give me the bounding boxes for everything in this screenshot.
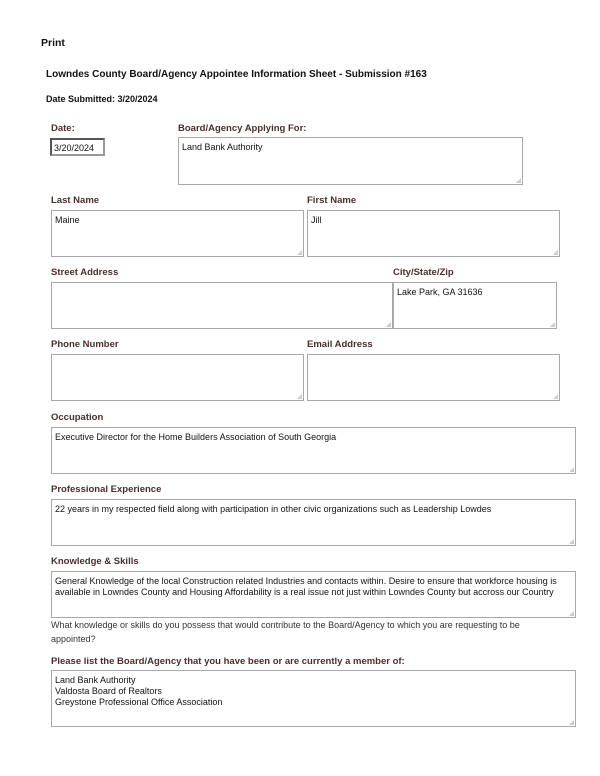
page-title: Lowndes County Board/Agency Appointee Information Sheet - Submission #163: [46, 69, 427, 80]
print-link[interactable]: Print: [41, 37, 65, 49]
email-label: Email Address: [307, 339, 373, 350]
occupation-label: Occupation: [51, 412, 104, 423]
knowledge-help-text: What knowledge or skills do you possess that would contribute to the Board/Agency to which you are requesting to be appointed?: [51, 620, 520, 644]
email-input[interactable]: [307, 354, 560, 401]
phone-label: Phone Number: [51, 339, 119, 350]
memberships-label: Please list the Board/Agency that you have been or are currently a member of:: [51, 656, 405, 667]
knowledge-textarea[interactable]: General Knowledge of the local Construction related Industries and contacts within. Desire to ensure that workforce housing is available in Lowndes County and Housing Affordability is a real issue not just within Lowndes County but accross our Country: [51, 571, 576, 618]
phone-input[interactable]: [51, 354, 304, 401]
first-name-label: First Name: [307, 195, 357, 206]
last-name-label: Last Name: [51, 195, 100, 206]
city-label: City/State/Zip: [393, 267, 454, 278]
last-name-input[interactable]: Maine: [51, 210, 304, 257]
city-input[interactable]: Lake Park, GA 31636: [393, 282, 557, 329]
experience-textarea[interactable]: 22 years in my respected field along with participation in other civic organizations such as Leadership Lowdes: [51, 499, 576, 546]
memberships-textarea[interactable]: Land Bank Authority Valdosta Board of Realtors Greystone Professional Office Association: [51, 670, 576, 727]
date-label: Date:: [51, 123, 75, 134]
board-textarea[interactable]: Land Bank Authority: [178, 137, 523, 185]
occupation-textarea[interactable]: Executive Director for the Home Builders Association of South Georgia: [51, 427, 576, 474]
knowledge-label: Knowledge & Skills: [51, 556, 139, 567]
experience-label: Professional Experience: [51, 484, 162, 495]
first-name-input[interactable]: Jill: [307, 210, 560, 257]
board-label: Board/Agency Applying For:: [178, 123, 307, 134]
date-submitted: Date Submitted: 3/20/2024: [46, 94, 158, 104]
date-input[interactable]: 3/20/2024: [50, 138, 105, 156]
street-label: Street Address: [51, 267, 119, 278]
street-input[interactable]: [51, 282, 393, 329]
